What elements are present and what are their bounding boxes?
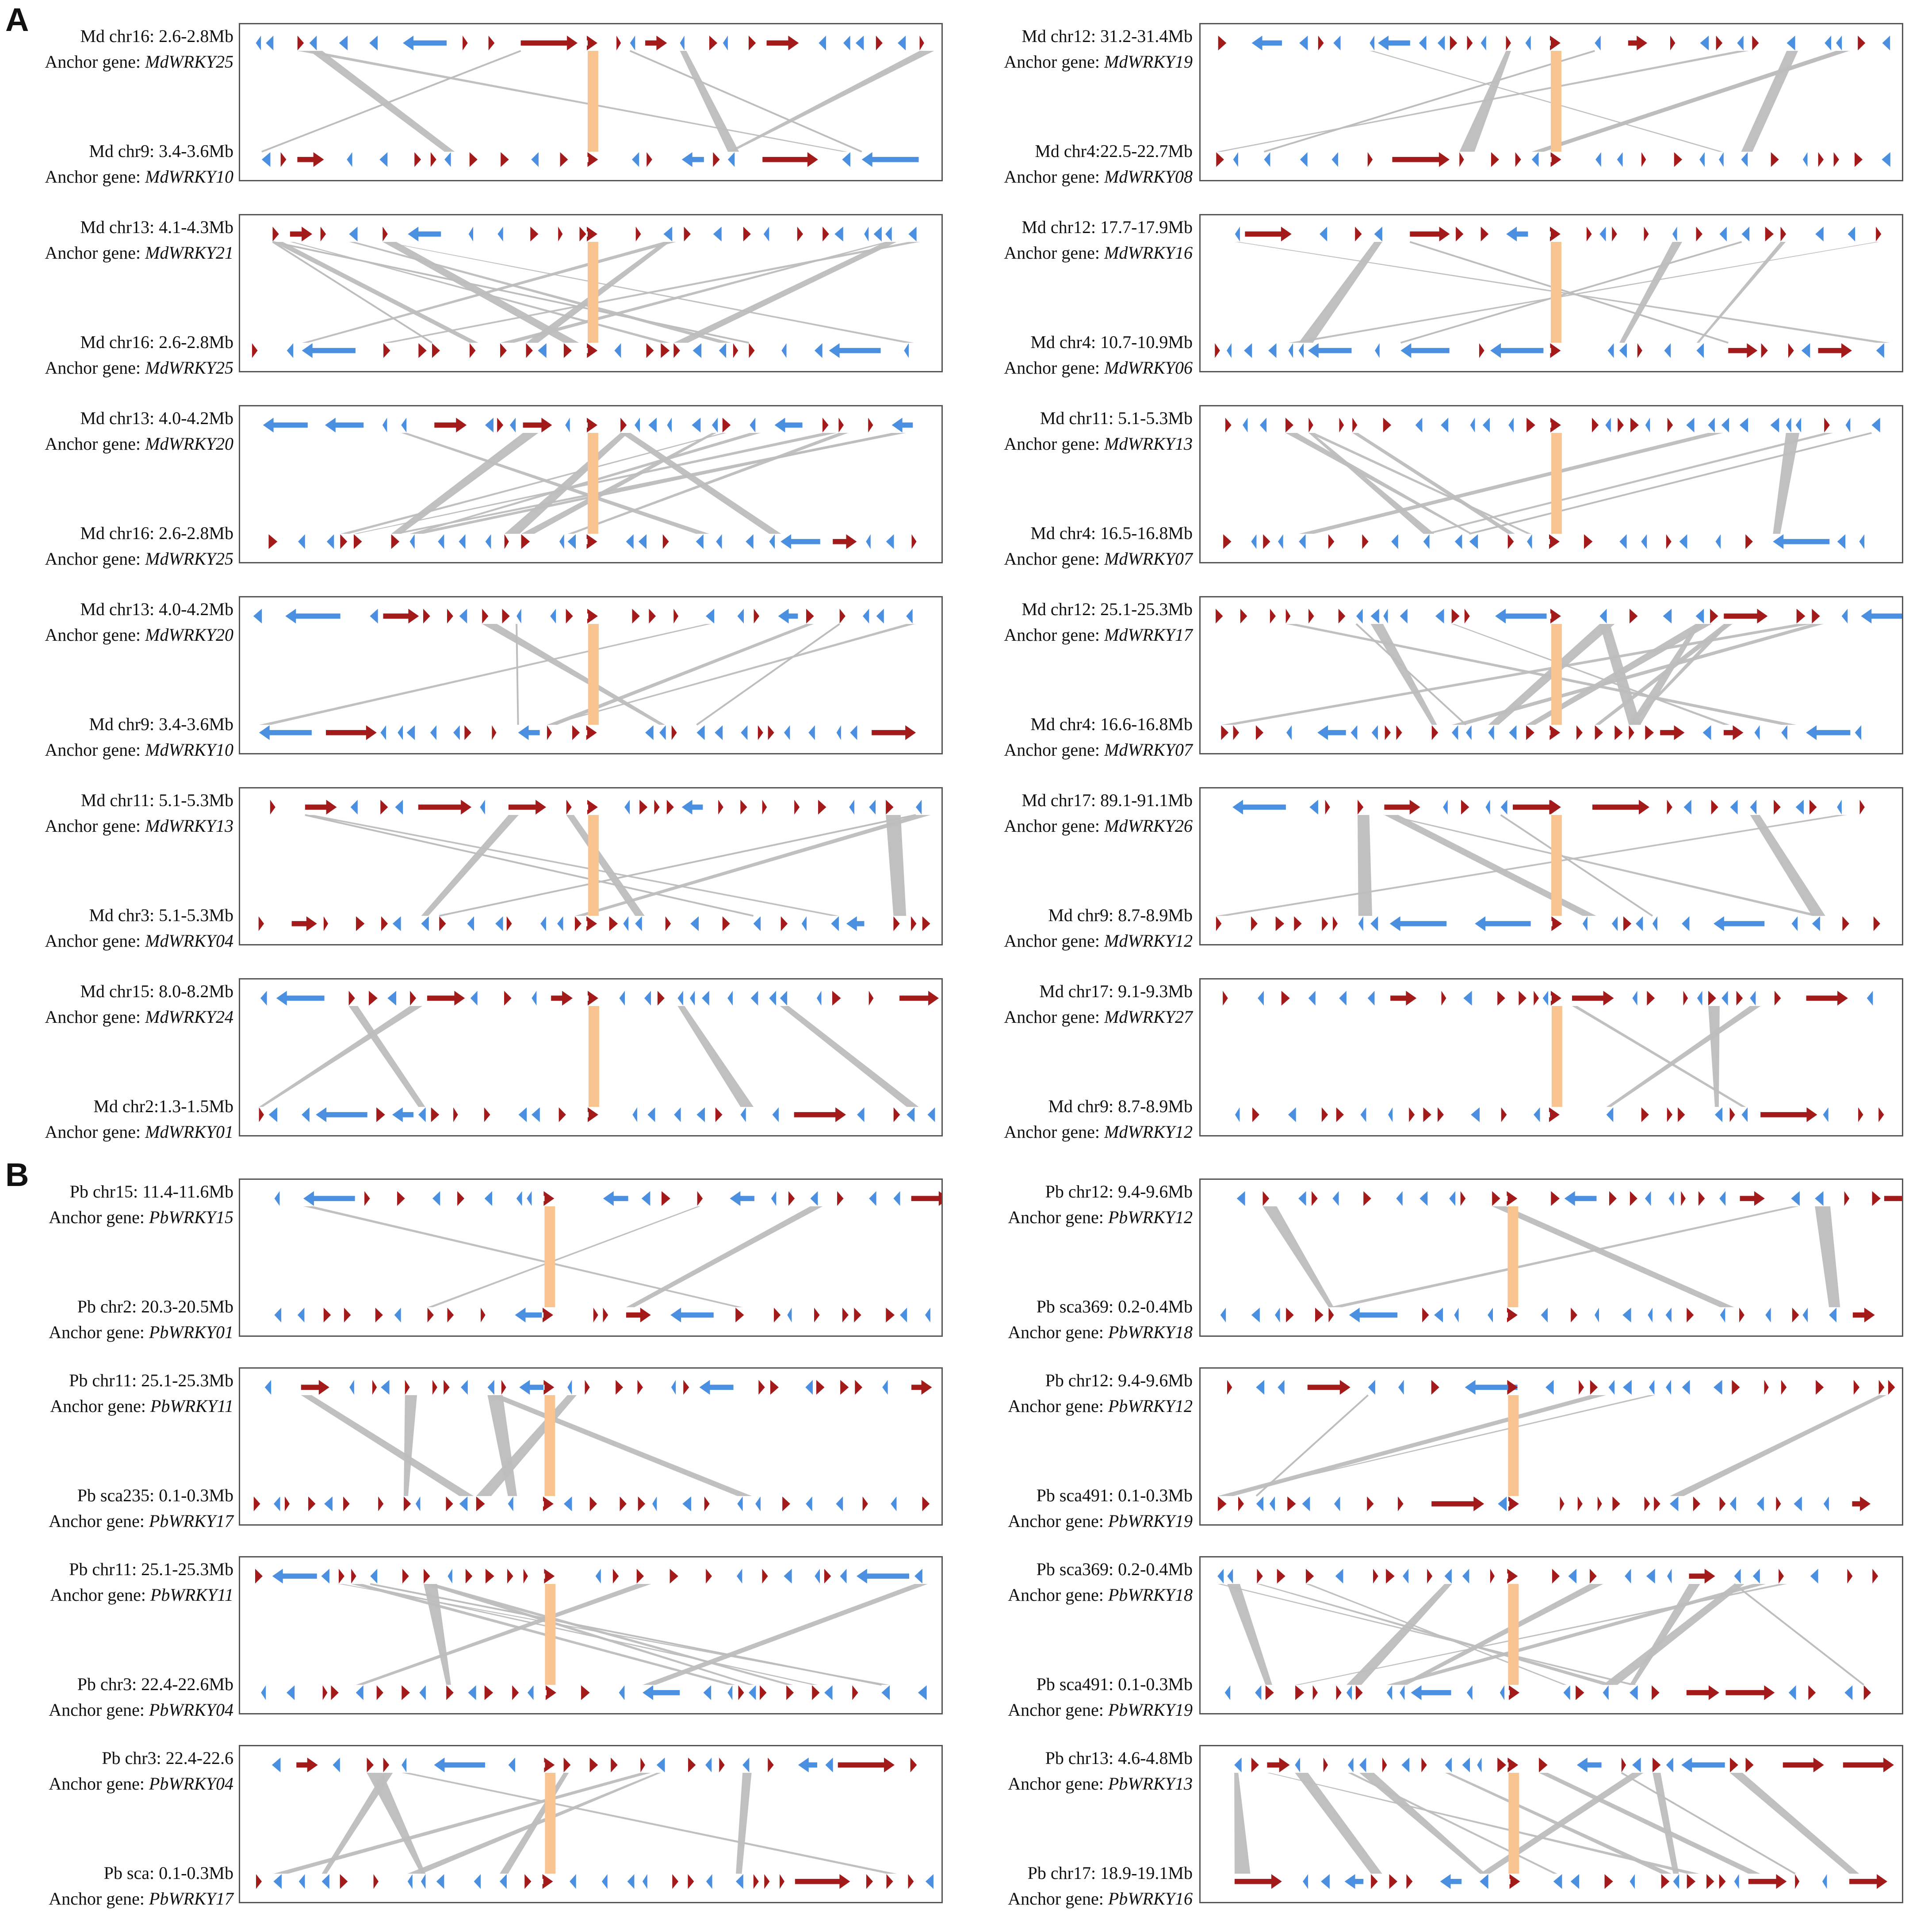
- bottom-anchor-label: [45, 168, 233, 186]
- anchor-prefix: Anchor gene:: [45, 625, 145, 645]
- bottom-region-label: Md chr9: 8.7-8.9Mb: [1048, 905, 1193, 925]
- bottom-region-label: Md chr16: 2.6-2.8Mb: [80, 523, 233, 543]
- anchor-prefix: Anchor gene:: [45, 167, 145, 187]
- bottom-anchor-label: [1004, 1123, 1193, 1141]
- bottom-region-label: Pb chr17: 18.9-19.1Mb: [1027, 1863, 1193, 1883]
- anchor-prefix: Anchor gene:: [1004, 167, 1104, 187]
- top-region-label: Pb chr15: 11.4-11.6Mb: [69, 1182, 233, 1201]
- synteny-panel-b-0-2: [239, 1556, 943, 1714]
- top-anchor-gene: PbWRKY13: [1108, 1774, 1193, 1794]
- synteny-panel-b-0-0: [239, 1178, 943, 1337]
- anchor-prefix: Anchor gene:: [45, 1122, 145, 1142]
- anchor-prefix: Anchor gene:: [1004, 243, 1104, 263]
- anchor-prefix: Anchor gene:: [49, 1511, 149, 1531]
- bottom-region-label: Md chr2:1.3-1.5Mb: [93, 1096, 233, 1116]
- synteny-panel-b-1-0: [1199, 1178, 1903, 1337]
- top-region-label: Md chr11: 5.1-5.3Mb: [1040, 408, 1193, 428]
- anchor-prefix: Anchor gene:: [49, 1207, 149, 1227]
- bottom-anchor-gene: MdWRKY06: [1104, 358, 1193, 378]
- top-anchor-gene: MdWRKY26: [1104, 816, 1193, 836]
- top-region-label: Pb chr3: 22.4-22.6: [102, 1748, 233, 1768]
- bottom-anchor-label: [49, 1701, 233, 1719]
- anchor-prefix: Anchor gene:: [1008, 1774, 1108, 1794]
- top-anchor-label: [45, 626, 233, 644]
- top-anchor-label: [1004, 1008, 1193, 1026]
- synteny-panel-a-0-5: [239, 978, 943, 1136]
- bottom-anchor-label: [49, 1324, 233, 1341]
- top-region-label: Pb chr11: 25.1-25.3Mb: [69, 1559, 233, 1579]
- top-anchor-label: [1008, 1775, 1193, 1793]
- bottom-region-label: Md chr4: 16.5-16.8Mb: [1030, 523, 1193, 543]
- bottom-anchor-gene: PbWRKY16: [1108, 1889, 1193, 1909]
- anchor-prefix: Anchor gene:: [1004, 358, 1104, 378]
- anchor-prefix: Anchor gene:: [45, 434, 145, 454]
- bottom-anchor-gene: MdWRKY10: [145, 740, 233, 760]
- synteny-panel-a-1-3: [1199, 596, 1903, 754]
- anchor-prefix: Anchor gene:: [45, 549, 145, 569]
- bottom-anchor-gene: MdWRKY01: [145, 1122, 233, 1142]
- anchor-prefix: Anchor gene:: [45, 740, 145, 760]
- bottom-anchor-label: [45, 932, 233, 950]
- bottom-anchor-label: [45, 1123, 233, 1141]
- top-anchor-label: [50, 1397, 233, 1415]
- bottom-region-label: Md chr9: 3.4-3.6Mb: [89, 141, 233, 161]
- top-anchor-label: [50, 1586, 233, 1604]
- top-region-label: Pb sca369: 0.2-0.4Mb: [1036, 1559, 1193, 1579]
- top-region-label: Md chr13: 4.0-4.2Mb: [80, 599, 233, 619]
- bottom-region-label: Md chr9: 8.7-8.9Mb: [1048, 1096, 1193, 1116]
- bottom-region-label: Pb sca491: 0.1-0.3Mb: [1036, 1674, 1193, 1694]
- top-region-label: Md chr13: 4.0-4.2Mb: [80, 408, 233, 428]
- top-anchor-gene: MdWRKY16: [1104, 243, 1193, 263]
- top-anchor-gene: MdWRKY19: [1104, 52, 1193, 72]
- top-anchor-gene: PbWRKY12: [1108, 1207, 1193, 1227]
- anchor-prefix: Anchor gene:: [1004, 740, 1104, 760]
- top-anchor-gene: MdWRKY20: [145, 434, 233, 454]
- bottom-region-label: Md chr16: 2.6-2.8Mb: [80, 332, 233, 352]
- synteny-plot: [1201, 24, 1902, 180]
- bottom-anchor-gene: MdWRKY10: [145, 167, 233, 187]
- bottom-anchor-label: [49, 1890, 233, 1908]
- synteny-plot: [1201, 1746, 1902, 1902]
- top-region-label: Md chr11: 5.1-5.3Mb: [80, 790, 233, 810]
- bottom-region-label: Md chr3: 5.1-5.3Mb: [89, 905, 233, 925]
- bottom-region-label: Pb chr3: 22.4-22.6Mb: [77, 1674, 233, 1694]
- bottom-anchor-gene: PbWRKY19: [1108, 1511, 1193, 1531]
- synteny-plot: [1201, 979, 1902, 1135]
- synteny-panel-b-0-1: [239, 1367, 943, 1526]
- top-region-label: Md chr13: 4.1-4.3Mb: [80, 217, 233, 237]
- bottom-anchor-gene: MdWRKY04: [145, 931, 233, 951]
- top-anchor-gene: PbWRKY12: [1108, 1396, 1193, 1416]
- anchor-prefix: Anchor gene:: [1004, 52, 1104, 72]
- top-region-label: Md chr12: 25.1-25.3Mb: [1021, 599, 1193, 619]
- synteny-panel-a-0-1: [239, 214, 943, 372]
- top-anchor-label: [1008, 1586, 1193, 1604]
- top-anchor-label: [1004, 817, 1193, 835]
- top-anchor-label: [1004, 53, 1193, 71]
- bottom-anchor-gene: MdWRKY12: [1104, 1122, 1193, 1142]
- synteny-plot: [240, 1180, 941, 1335]
- top-region-label: Pb chr12: 9.4-9.6Mb: [1045, 1370, 1193, 1390]
- synteny-plot: [1201, 1369, 1902, 1524]
- anchor-prefix: Anchor gene:: [49, 1700, 149, 1720]
- synteny-plot: [240, 788, 941, 944]
- top-region-label: Pb chr13: 4.6-4.8Mb: [1045, 1748, 1193, 1768]
- synteny-plot: [240, 1557, 941, 1713]
- section-label-a: A: [5, 1, 29, 38]
- top-anchor-gene: MdWRKY27: [1104, 1007, 1193, 1027]
- top-region-label: Pb chr11: 25.1-25.3Mb: [69, 1370, 233, 1390]
- anchor-prefix: Anchor gene:: [1008, 1207, 1108, 1227]
- anchor-prefix: Anchor gene:: [1008, 1585, 1108, 1605]
- top-anchor-label: [45, 53, 233, 71]
- bottom-region-label: Pb sca235: 0.1-0.3Mb: [77, 1485, 233, 1505]
- top-anchor-label: [45, 1008, 233, 1026]
- bottom-anchor-label: [1004, 741, 1193, 759]
- synteny-plot: [240, 215, 941, 371]
- top-anchor-gene: PbWRKY18: [1108, 1585, 1193, 1605]
- bottom-anchor-label: [1008, 1512, 1193, 1530]
- synteny-plot: [1201, 1557, 1902, 1713]
- section-label-b: B: [5, 1156, 29, 1193]
- synteny-plot: [240, 597, 941, 753]
- top-region-label: Md chr16: 2.6-2.8Mb: [80, 26, 233, 46]
- top-region-label: Md chr17: 89.1-91.1Mb: [1021, 790, 1193, 810]
- top-anchor-gene: MdWRKY25: [145, 52, 233, 72]
- synteny-panel-a-1-2: [1199, 405, 1903, 563]
- anchor-prefix: Anchor gene:: [1008, 1889, 1108, 1909]
- top-region-label: Md chr15: 8.0-8.2Mb: [80, 981, 233, 1001]
- synteny-panel-b-1-1: [1199, 1367, 1903, 1526]
- synteny-plot: [240, 24, 941, 180]
- top-anchor-label: [49, 1209, 233, 1226]
- top-anchor-gene: MdWRKY24: [145, 1007, 233, 1027]
- anchor-prefix: Anchor gene:: [1004, 625, 1104, 645]
- anchor-prefix: Anchor gene:: [1004, 434, 1104, 454]
- top-anchor-label: [45, 817, 233, 835]
- bottom-anchor-label: [1004, 168, 1193, 186]
- bottom-anchor-gene: MdWRKY07: [1104, 549, 1193, 569]
- top-anchor-gene: MdWRKY13: [1104, 434, 1193, 454]
- anchor-prefix: Anchor gene:: [1008, 1700, 1108, 1720]
- bottom-region-label: Md chr9: 3.4-3.6Mb: [89, 714, 233, 734]
- bottom-region-label: Pb sca: 0.1-0.3Mb: [103, 1863, 233, 1883]
- anchor-prefix: Anchor gene:: [1008, 1511, 1108, 1531]
- synteny-plot: [1201, 788, 1902, 944]
- synteny-panel-b-0-3: [239, 1745, 943, 1903]
- top-anchor-label: [1008, 1397, 1193, 1415]
- bottom-anchor-gene: MdWRKY25: [145, 358, 233, 378]
- bottom-anchor-gene: PbWRKY19: [1108, 1700, 1193, 1720]
- synteny-plot: [1201, 215, 1902, 371]
- synteny-panel-a-1-1: [1199, 214, 1903, 372]
- synteny-panel-b-1-3: [1199, 1745, 1903, 1903]
- anchor-prefix: Anchor gene:: [45, 931, 145, 951]
- synteny-plot: [240, 1369, 941, 1524]
- bottom-region-label: Pb chr2: 20.3-20.5Mb: [77, 1297, 233, 1316]
- synteny-panel-a-1-5: [1199, 978, 1903, 1136]
- synteny-panel-a-0-3: [239, 596, 943, 754]
- synteny-panel-a-0-4: [239, 787, 943, 945]
- synteny-plot: [1201, 406, 1902, 562]
- anchor-prefix: Anchor gene:: [50, 1585, 150, 1605]
- anchor-prefix: Anchor gene:: [49, 1774, 149, 1794]
- synteny-panel-a-0-0: [239, 23, 943, 181]
- top-anchor-gene: PbWRKY15: [149, 1207, 233, 1227]
- bottom-anchor-gene: MdWRKY12: [1104, 931, 1193, 951]
- bottom-region-label: Md chr4:22.5-22.7Mb: [1035, 141, 1193, 161]
- bottom-anchor-label: [1008, 1324, 1193, 1341]
- top-anchor-gene: PbWRKY11: [150, 1585, 233, 1605]
- bottom-anchor-gene: PbWRKY17: [149, 1511, 233, 1531]
- anchor-prefix: Anchor gene:: [45, 816, 145, 836]
- synteny-plot: [240, 406, 941, 562]
- bottom-anchor-label: [49, 1512, 233, 1530]
- top-anchor-label: [1004, 626, 1193, 644]
- synteny-plot: [1201, 597, 1902, 753]
- synteny-plot: [1201, 1180, 1902, 1335]
- bottom-anchor-label: [45, 550, 233, 568]
- anchor-prefix: Anchor gene:: [1004, 1122, 1104, 1142]
- anchor-prefix: Anchor gene:: [1004, 549, 1104, 569]
- anchor-prefix: Anchor gene:: [45, 52, 145, 72]
- anchor-prefix: Anchor gene:: [45, 243, 145, 263]
- top-anchor-gene: MdWRKY20: [145, 625, 233, 645]
- bottom-anchor-label: [1004, 359, 1193, 377]
- top-anchor-label: [45, 244, 233, 262]
- anchor-prefix: Anchor gene:: [49, 1322, 149, 1342]
- top-anchor-gene: MdWRKY17: [1104, 625, 1193, 645]
- anchor-prefix: Anchor gene:: [1004, 1007, 1104, 1027]
- top-anchor-gene: PbWRKY11: [150, 1396, 233, 1416]
- bottom-anchor-gene: MdWRKY08: [1104, 167, 1193, 187]
- bottom-region-label: Pb sca369: 0.2-0.4Mb: [1036, 1297, 1193, 1316]
- anchor-prefix: Anchor gene:: [1004, 816, 1104, 836]
- bottom-anchor-gene: PbWRKY04: [149, 1700, 233, 1720]
- bottom-anchor-gene: MdWRKY07: [1104, 740, 1193, 760]
- bottom-anchor-label: [45, 359, 233, 377]
- anchor-prefix: Anchor gene:: [1008, 1322, 1108, 1342]
- top-region-label: Md chr12: 31.2-31.4Mb: [1021, 26, 1193, 46]
- bottom-anchor-label: [1004, 932, 1193, 950]
- anchor-prefix: Anchor gene:: [49, 1889, 149, 1909]
- top-anchor-label: [1008, 1209, 1193, 1226]
- top-region-label: Pb chr12: 9.4-9.6Mb: [1045, 1182, 1193, 1201]
- bottom-region-label: Md chr4: 16.6-16.8Mb: [1030, 714, 1193, 734]
- synteny-panel-a-0-2: [239, 405, 943, 563]
- bottom-anchor-label: [1008, 1890, 1193, 1908]
- synteny-plot: [240, 1746, 941, 1902]
- top-anchor-gene: MdWRKY13: [145, 816, 233, 836]
- anchor-prefix: Anchor gene:: [1004, 931, 1104, 951]
- top-anchor-label: [1004, 435, 1193, 453]
- bottom-anchor-label: [1008, 1701, 1193, 1719]
- top-region-label: Md chr12: 17.7-17.9Mb: [1021, 217, 1193, 237]
- bottom-anchor-gene: PbWRKY18: [1108, 1322, 1193, 1342]
- bottom-region-label: Pb sca491: 0.1-0.3Mb: [1036, 1485, 1193, 1505]
- anchor-prefix: Anchor gene:: [45, 358, 145, 378]
- bottom-anchor-gene: PbWRKY17: [149, 1889, 233, 1909]
- top-anchor-gene: PbWRKY04: [149, 1774, 233, 1794]
- top-region-label: Md chr17: 9.1-9.3Mb: [1039, 981, 1193, 1001]
- top-anchor-label: [49, 1775, 233, 1793]
- synteny-plot: [240, 979, 941, 1135]
- bottom-anchor-label: [1004, 550, 1193, 568]
- bottom-anchor-gene: MdWRKY25: [145, 549, 233, 569]
- bottom-region-label: Md chr4: 10.7-10.9Mb: [1030, 332, 1193, 352]
- anchor-prefix: Anchor gene:: [1008, 1396, 1108, 1416]
- synteny-panel-a-1-4: [1199, 787, 1903, 945]
- top-anchor-label: [1004, 244, 1193, 262]
- bottom-anchor-gene: PbWRKY01: [149, 1322, 233, 1342]
- top-anchor-label: [45, 435, 233, 453]
- bottom-anchor-label: [45, 741, 233, 759]
- top-anchor-gene: MdWRKY21: [145, 243, 233, 263]
- anchor-prefix: Anchor gene:: [45, 1007, 145, 1027]
- synteny-panel-b-1-2: [1199, 1556, 1903, 1714]
- anchor-prefix: Anchor gene:: [50, 1396, 150, 1416]
- synteny-panel-a-1-0: [1199, 23, 1903, 181]
